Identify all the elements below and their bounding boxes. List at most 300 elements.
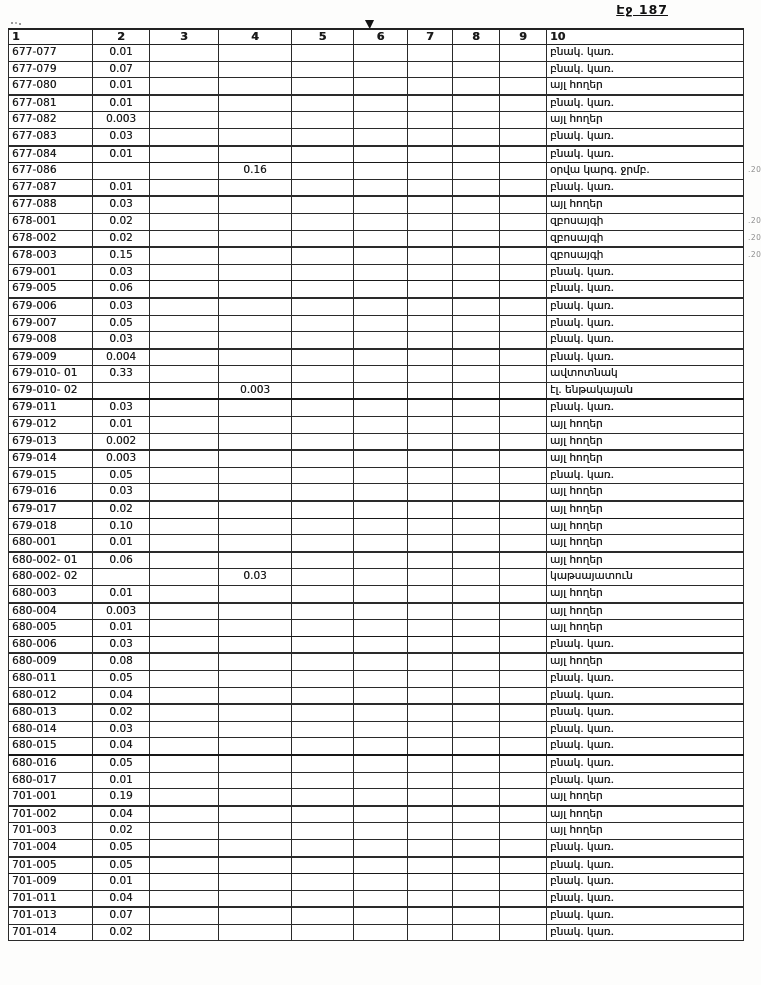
table-row (9, 45, 744, 62)
empty-cell (292, 586, 354, 603)
area-col4-cell (219, 907, 292, 924)
empty-cell (500, 586, 547, 603)
empty-cell (292, 721, 354, 738)
parcel-code-cell: 679-009 (9, 349, 93, 366)
empty-cell (292, 61, 354, 78)
empty-cell (408, 146, 453, 163)
empty-cell (500, 636, 547, 653)
empty-cell (292, 518, 354, 535)
area-col4-cell (219, 433, 292, 450)
land-use-cell: այլ հողեր (547, 535, 744, 552)
area-col4-cell (219, 874, 292, 891)
empty-cell (453, 636, 500, 653)
area-col4-cell (219, 721, 292, 738)
empty-cell (500, 95, 547, 112)
table-row (9, 721, 744, 738)
area-cell: 0.06 (93, 281, 150, 298)
empty-cell (500, 196, 547, 213)
column-header-5: 5 (292, 29, 354, 45)
parcel-code-cell: 701-011 (9, 890, 93, 907)
empty-cell (150, 45, 219, 62)
table-row (9, 636, 744, 653)
parcel-code-cell: 680-006 (9, 636, 93, 653)
empty-cell (408, 924, 453, 941)
empty-cell (408, 247, 453, 264)
column-header-6: 6 (354, 29, 408, 45)
empty-cell (354, 890, 408, 907)
empty-cell (453, 332, 500, 349)
land-use-cell: այլ հողեր (547, 78, 744, 95)
empty-cell (150, 721, 219, 738)
area-col4-cell (219, 467, 292, 484)
area-col4-cell (219, 535, 292, 552)
empty-cell (292, 366, 354, 383)
area-col4-cell (219, 112, 292, 129)
area-cell: 0.04 (93, 890, 150, 907)
empty-cell (150, 823, 219, 840)
area-cell: 0.04 (93, 738, 150, 755)
area-cell: 0.002 (93, 433, 150, 450)
land-use-cell: այլ հողեր (547, 417, 744, 434)
empty-cell (453, 857, 500, 874)
empty-cell (408, 755, 453, 772)
area-col4-cell (219, 399, 292, 416)
empty-cell (292, 264, 354, 281)
land-use-cell: բնակ. կառ. (547, 924, 744, 941)
empty-cell (500, 417, 547, 434)
empty-cell (453, 586, 500, 603)
empty-cell (354, 620, 408, 637)
parcel-code-cell: 680-001 (9, 535, 93, 552)
empty-cell (354, 501, 408, 518)
parcel-code-cell: 680-016 (9, 755, 93, 772)
empty-cell (150, 518, 219, 535)
empty-cell (408, 890, 453, 907)
empty-cell (150, 332, 219, 349)
empty-cell (292, 399, 354, 416)
land-use-cell: ավտոտնակ (547, 366, 744, 383)
empty-cell (453, 298, 500, 315)
area-cell: 0.01 (93, 179, 150, 196)
land-use-cell: բնակ. կառ. (547, 467, 744, 484)
empty-cell (500, 179, 547, 196)
empty-cell (500, 163, 547, 180)
area-col4-cell: 0.16 (219, 163, 292, 180)
empty-cell (354, 112, 408, 129)
empty-cell (500, 890, 547, 907)
column-header-4: 4 (219, 29, 292, 45)
parcel-code-cell: 680-005 (9, 620, 93, 637)
land-use-cell: այլ հողեր (547, 653, 744, 670)
empty-cell (292, 112, 354, 129)
empty-cell (453, 382, 500, 399)
empty-cell (408, 518, 453, 535)
parcel-code-cell: 678-002 (9, 230, 93, 247)
parcel-code-cell: 680-012 (9, 687, 93, 704)
area-cell: 0.03 (93, 128, 150, 145)
empty-cell (354, 399, 408, 416)
empty-cell (150, 755, 219, 772)
empty-cell (408, 95, 453, 112)
empty-cell (150, 213, 219, 230)
area-cell: 0.03 (93, 196, 150, 213)
empty-cell (500, 264, 547, 281)
empty-cell (292, 772, 354, 789)
land-use-cell: բնակ. կառ. (547, 738, 744, 755)
empty-cell (150, 95, 219, 112)
empty-cell (150, 806, 219, 823)
land-use-cell: այլ հողեր (547, 823, 744, 840)
empty-cell (354, 349, 408, 366)
area-cell: 0.003 (93, 112, 150, 129)
empty-cell (292, 755, 354, 772)
land-use-cell: այլ հողեր (547, 450, 744, 467)
parcel-code-cell: 701-001 (9, 789, 93, 806)
empty-cell (408, 653, 453, 670)
empty-cell (150, 78, 219, 95)
scan-artifact-dots (11, 22, 13, 24)
area-cell: 0.03 (93, 399, 150, 416)
table-row (9, 163, 744, 180)
empty-cell (292, 298, 354, 315)
empty-cell (150, 264, 219, 281)
column-header-2: 2 (93, 29, 150, 45)
area-cell: 0.33 (93, 366, 150, 383)
empty-cell (354, 806, 408, 823)
parcel-code-cell: 679-018 (9, 518, 93, 535)
empty-cell (292, 332, 354, 349)
empty-cell (500, 569, 547, 586)
land-use-cell: այլ հողեր (547, 484, 744, 501)
empty-cell (453, 163, 500, 180)
empty-cell (408, 332, 453, 349)
empty-cell (453, 247, 500, 264)
parcel-code-cell: 680-013 (9, 704, 93, 721)
area-cell: 0.004 (93, 349, 150, 366)
land-use-cell: այլ հողեր (547, 112, 744, 129)
empty-cell (292, 907, 354, 924)
land-use-cell: այլ հողեր (547, 806, 744, 823)
empty-cell (354, 857, 408, 874)
empty-cell (292, 179, 354, 196)
parcel-code-cell: 680-011 (9, 670, 93, 687)
empty-cell (150, 687, 219, 704)
empty-cell (292, 128, 354, 145)
area-cell: 0.02 (93, 704, 150, 721)
empty-cell (453, 128, 500, 145)
empty-cell (150, 433, 219, 450)
empty-cell (453, 823, 500, 840)
area-cell (93, 569, 150, 586)
area-col4-cell (219, 704, 292, 721)
land-use-cell: այլ հողեր (547, 552, 744, 569)
parcel-code-cell: 680-002- 01 (9, 552, 93, 569)
table-row (9, 382, 744, 399)
area-col4-cell: 0.003 (219, 382, 292, 399)
empty-cell (292, 349, 354, 366)
empty-cell (408, 417, 453, 434)
empty-cell (408, 366, 453, 383)
empty-cell (408, 349, 453, 366)
land-use-cell: զբոսայգի .20 (547, 213, 744, 230)
land-use-cell: բնակ. կառ. (547, 890, 744, 907)
empty-cell (354, 417, 408, 434)
area-col4-cell (219, 484, 292, 501)
empty-cell (500, 874, 547, 891)
area-col4-cell (219, 213, 292, 230)
empty-cell (453, 112, 500, 129)
empty-cell (408, 196, 453, 213)
table-row (9, 95, 744, 112)
empty-cell (453, 501, 500, 518)
column-header-1: 1 (9, 29, 93, 45)
parcel-code-cell: 701-002 (9, 806, 93, 823)
table-row (9, 399, 744, 416)
empty-cell (150, 501, 219, 518)
land-use-cell: բնակ. կառ. (547, 399, 744, 416)
land-use-cell: բնակ. կառ. (547, 128, 744, 145)
parcel-code-cell: 677-082 (9, 112, 93, 129)
empty-cell (453, 755, 500, 772)
empty-cell (453, 179, 500, 196)
parcel-code-cell: 677-081 (9, 95, 93, 112)
empty-cell (354, 366, 408, 383)
parcel-code-cell: 680-017 (9, 772, 93, 789)
empty-cell (354, 907, 408, 924)
land-use-cell: այլ հողեր (547, 433, 744, 450)
empty-cell (500, 755, 547, 772)
area-cell: 0.07 (93, 61, 150, 78)
parcel-code-cell: 677-086 (9, 163, 93, 180)
area-col4-cell (219, 281, 292, 298)
empty-cell (150, 552, 219, 569)
empty-cell (408, 603, 453, 620)
area-col4-cell (219, 264, 292, 281)
parcel-code-cell: 679-014 (9, 450, 93, 467)
empty-cell (500, 399, 547, 416)
area-cell: 0.05 (93, 839, 150, 856)
area-cell: 0.05 (93, 467, 150, 484)
table-row (9, 823, 744, 840)
empty-cell (292, 433, 354, 450)
area-cell: 0.02 (93, 501, 150, 518)
empty-cell (150, 874, 219, 891)
column-header-10: 10 (547, 29, 744, 45)
area-col4-cell (219, 78, 292, 95)
area-cell: 0.05 (93, 670, 150, 687)
empty-cell (408, 128, 453, 145)
empty-cell (292, 501, 354, 518)
empty-cell (408, 738, 453, 755)
land-use-cell: այլ հողեր (547, 196, 744, 213)
land-use-cell: այլ հողեր (547, 620, 744, 637)
empty-cell (500, 839, 547, 856)
table-row (9, 501, 744, 518)
table-row (9, 738, 744, 755)
empty-cell (354, 721, 408, 738)
empty-cell (453, 924, 500, 941)
empty-cell (354, 484, 408, 501)
empty-cell (150, 738, 219, 755)
empty-cell (354, 433, 408, 450)
empty-cell (354, 281, 408, 298)
area-col4-cell (219, 670, 292, 687)
land-use-cell: զբոսայգի .20 (547, 230, 744, 247)
empty-cell (150, 603, 219, 620)
area-col4-cell (219, 179, 292, 196)
parcel-code-cell: 679-015 (9, 467, 93, 484)
area-col4-cell (219, 315, 292, 332)
area-col4-cell (219, 501, 292, 518)
empty-cell (354, 518, 408, 535)
empty-cell (500, 823, 547, 840)
parcel-code-cell: 679-007 (9, 315, 93, 332)
empty-cell (292, 857, 354, 874)
empty-cell (150, 196, 219, 213)
empty-cell (408, 433, 453, 450)
table-row (9, 518, 744, 535)
empty-cell (453, 603, 500, 620)
parcel-code-cell: 677-088 (9, 196, 93, 213)
empty-cell (500, 281, 547, 298)
empty-cell (453, 772, 500, 789)
area-cell: 0.07 (93, 907, 150, 924)
empty-cell (453, 366, 500, 383)
area-col4-cell (219, 924, 292, 941)
land-use-cell: բնակ. կառ. (547, 907, 744, 924)
empty-cell (500, 789, 547, 806)
area-col4-cell (219, 45, 292, 62)
empty-cell (354, 264, 408, 281)
parcel-code-cell: 677-083 (9, 128, 93, 145)
area-cell: 0.02 (93, 230, 150, 247)
area-cell: 0.08 (93, 653, 150, 670)
area-col4-cell: 0.03 (219, 569, 292, 586)
area-col4-cell (219, 230, 292, 247)
empty-cell (500, 687, 547, 704)
parcel-code-cell: 680-002- 02 (9, 569, 93, 586)
area-cell: 0.003 (93, 603, 150, 620)
table-row (9, 450, 744, 467)
empty-cell (292, 823, 354, 840)
empty-cell (150, 924, 219, 941)
empty-cell (354, 230, 408, 247)
empty-cell (292, 315, 354, 332)
empty-cell (292, 806, 354, 823)
table-row (9, 61, 744, 78)
empty-cell (500, 603, 547, 620)
area-col4-cell (219, 687, 292, 704)
empty-cell (292, 670, 354, 687)
empty-cell (150, 586, 219, 603)
empty-cell (500, 61, 547, 78)
empty-cell (150, 450, 219, 467)
table-row (9, 620, 744, 637)
area-col4-cell (219, 61, 292, 78)
empty-cell (500, 924, 547, 941)
empty-cell (354, 179, 408, 196)
parcel-code-cell: 679-005 (9, 281, 93, 298)
table-row (9, 552, 744, 569)
empty-cell (500, 653, 547, 670)
empty-cell (408, 467, 453, 484)
empty-cell (453, 349, 500, 366)
area-col4-cell (219, 603, 292, 620)
table-row (9, 196, 744, 213)
empty-cell (453, 45, 500, 62)
empty-cell (354, 823, 408, 840)
empty-cell (408, 450, 453, 467)
empty-cell (292, 890, 354, 907)
empty-cell (150, 569, 219, 586)
empty-cell (150, 789, 219, 806)
empty-cell (292, 450, 354, 467)
area-cell: 0.02 (93, 924, 150, 941)
empty-cell (408, 230, 453, 247)
empty-cell (453, 874, 500, 891)
empty-cell (500, 332, 547, 349)
area-col4-cell (219, 349, 292, 366)
empty-cell (354, 196, 408, 213)
land-use-cell: էլ. ենթակայան (547, 382, 744, 399)
table-row (9, 653, 744, 670)
land-use-cell: բնակ. կառ. (547, 704, 744, 721)
table-row (9, 332, 744, 349)
area-cell: 0.05 (93, 755, 150, 772)
empty-cell (500, 518, 547, 535)
column-header-9: 9 (500, 29, 547, 45)
empty-cell (500, 213, 547, 230)
empty-cell (453, 806, 500, 823)
page-number-label: Էջ 187 (616, 2, 668, 17)
empty-cell (453, 704, 500, 721)
empty-cell (292, 196, 354, 213)
area-col4-cell (219, 518, 292, 535)
empty-cell (150, 857, 219, 874)
empty-cell (354, 772, 408, 789)
table-row (9, 247, 744, 264)
area-cell: 0.03 (93, 264, 150, 281)
empty-cell (453, 620, 500, 637)
empty-cell (292, 839, 354, 856)
empty-cell (354, 738, 408, 755)
empty-cell (150, 467, 219, 484)
area-cell: 0.01 (93, 95, 150, 112)
empty-cell (292, 230, 354, 247)
table-body (9, 45, 761, 941)
land-use-cell: բնակ. կառ. (547, 349, 744, 366)
empty-cell (292, 45, 354, 62)
empty-cell (453, 78, 500, 95)
empty-cell (150, 620, 219, 637)
empty-cell (354, 603, 408, 620)
table-header-row (9, 29, 744, 45)
table-row (9, 772, 744, 789)
area-cell: 0.01 (93, 45, 150, 62)
empty-cell (292, 535, 354, 552)
empty-cell (453, 467, 500, 484)
parcel-code-cell: 677-084 (9, 146, 93, 163)
empty-cell (453, 281, 500, 298)
empty-cell (453, 518, 500, 535)
area-col4-cell (219, 586, 292, 603)
empty-cell (408, 535, 453, 552)
parcel-code-cell: 679-010- 02 (9, 382, 93, 399)
area-cell: 0.10 (93, 518, 150, 535)
empty-cell (292, 653, 354, 670)
empty-cell (453, 213, 500, 230)
area-cell (93, 163, 150, 180)
